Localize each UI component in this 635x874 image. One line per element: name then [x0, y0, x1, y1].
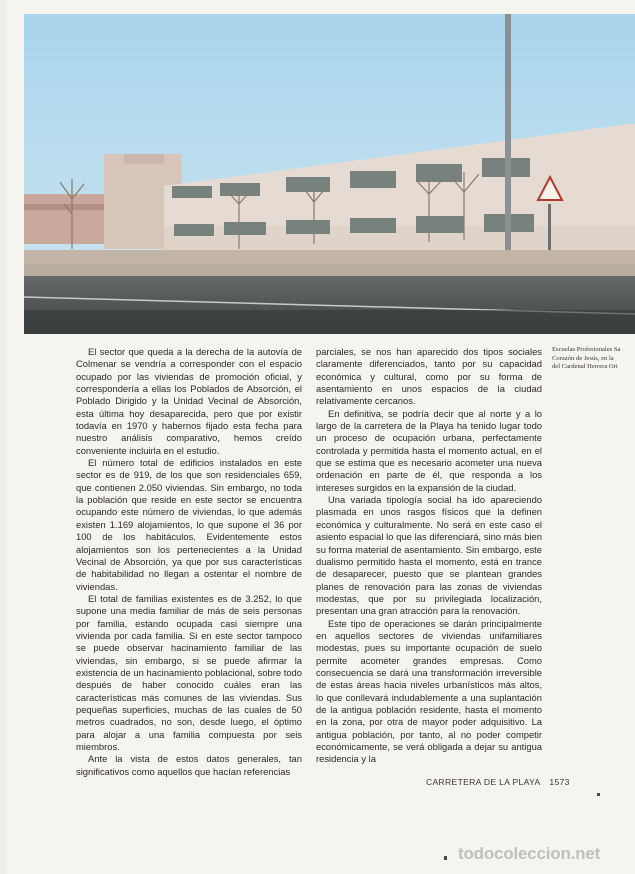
- paragraph: Una variada tipología social ha ido apareciendo plasmada en unos rasgos físicos que la definen económica y culturalmente. No será en este caso el asiento espacial lo que las diferenciará, sino más bien su forma material de asentamiento. Sin embargo, este dualismo permitido hasta el momento, está en trance de desaparecer, puesto que se plantean grandes planes de renovación para las zonas de viviendas modestas, que por su privilegiada localización, presentan una gran atracción para la renovación.: [316, 494, 542, 617]
- paragraph: El sector que queda a la derecha de la autovía de Colmenar se vendría a corresponder con el espacio ocupado por las viviendas de promoción oficial, y correspondería a ellas los Poblados de Absorción, el Poblado Dirigido y la Unidad Vecinal de Absorción, esta última hoy desaparecida, pero que por existir todavía en 1970 y habernos fijado esta fecha para nuestro análisis comparativo, hemos creído conveniente incluirla en el estudio.: [76, 346, 302, 456]
- watermark-text: todocoleccion.net: [458, 844, 601, 863]
- article-column-1: [76, 346, 302, 778]
- paragraph: parciales, se nos han aparecido dos tipos sociales claramente diferenciados, tanto por su capacidad económica y cultural, como por su forma de asentamiento en unos espacios de la ciudad relativamente cercanos.: [316, 346, 542, 407]
- photo-caption: [552, 346, 635, 372]
- building-photo: [24, 14, 635, 334]
- caption-line: Escuelas Profesionales Sa: [552, 346, 621, 353]
- caption-line: del Cardenal Herrera Ori: [552, 363, 618, 371]
- running-head: CARRETERA DE LA PLAYA: [426, 777, 541, 787]
- caption-line: Corazón de Jesús, en la: [552, 354, 614, 362]
- paragraph: El número total de edificios instalados en este sector es de 919, de los que son residenciales 659, que contienen 2.050 viviendas. Sin embargo, no toda la población que reside en este sector se encuentra ocupando este número de viviendas, lo que además existen 1.169 alojamientos, lo que supone el 36 por 100 de los habitáculos. Evidentemente estos alojamientos son los pertenecientes a la Unidad Vecinal de Absorción, ya que por sus características de habitabilidad no llegan a ostentar el nombre de viviendas.: [76, 457, 302, 592]
- page-footer: [426, 777, 570, 787]
- paragraph: El total de familias existentes es de 3.252, lo que supone una media familiar de más de seis personas por familia, estando ocupada casi siempre una vivienda por cada familia. Si en este sector tampoco se puede observar hacinamiento familiar de las viviendas, sin embargo, si se puede afirmar la existencia de un hacinamiento poblacional, sobre todo después de haber conocido cuáles eran las características más comunes de las viviendas. Sus pequeñas superficies, muchas de las cuales de 50 metros cuadrados, no son, desde luego, el óptimo para alojar a una familia compuesta por seis miembros.: [76, 592, 302, 752]
- photo-scene: [24, 14, 635, 334]
- paragraph: En definitiva, se podría decir que al norte y a lo largo de la carretera de la Playa ha tenido lugar todo un proceso de ocupación urbana, perfectamente controlada y permitida hasta el momento actual, en el que se estima que es necesario acometer una nueva ordenación en parte de él, que responda a los intereses surgidos en la expansión de la ciudad.: [316, 407, 542, 493]
- paragraph: Este tipo de operaciones se darán principalmente en aquellos sectores de viviendas unifamiliares modestas, pues su importante ocupación de suelo permite acometer grandes empresas. Como consecuencia se dará una transformación irreversible de estas áreas hacia niveles urbanísticos más altos, lo que conllevará indudablemente a una suplantación de la antigua población residente, hasta el momento en la zona, por otra de mayor poder adquisitivo. La antigua población, por tanto, al no poder competir económicamente, se verá obligada a dejar su antigua residencia y la: [316, 617, 542, 765]
- page-number: 1573: [549, 777, 570, 787]
- paragraph: Ante la vista de estos datos generales, tan significativos como aquellos que hacían referencias: [76, 753, 302, 777]
- article-column-2: [316, 346, 542, 766]
